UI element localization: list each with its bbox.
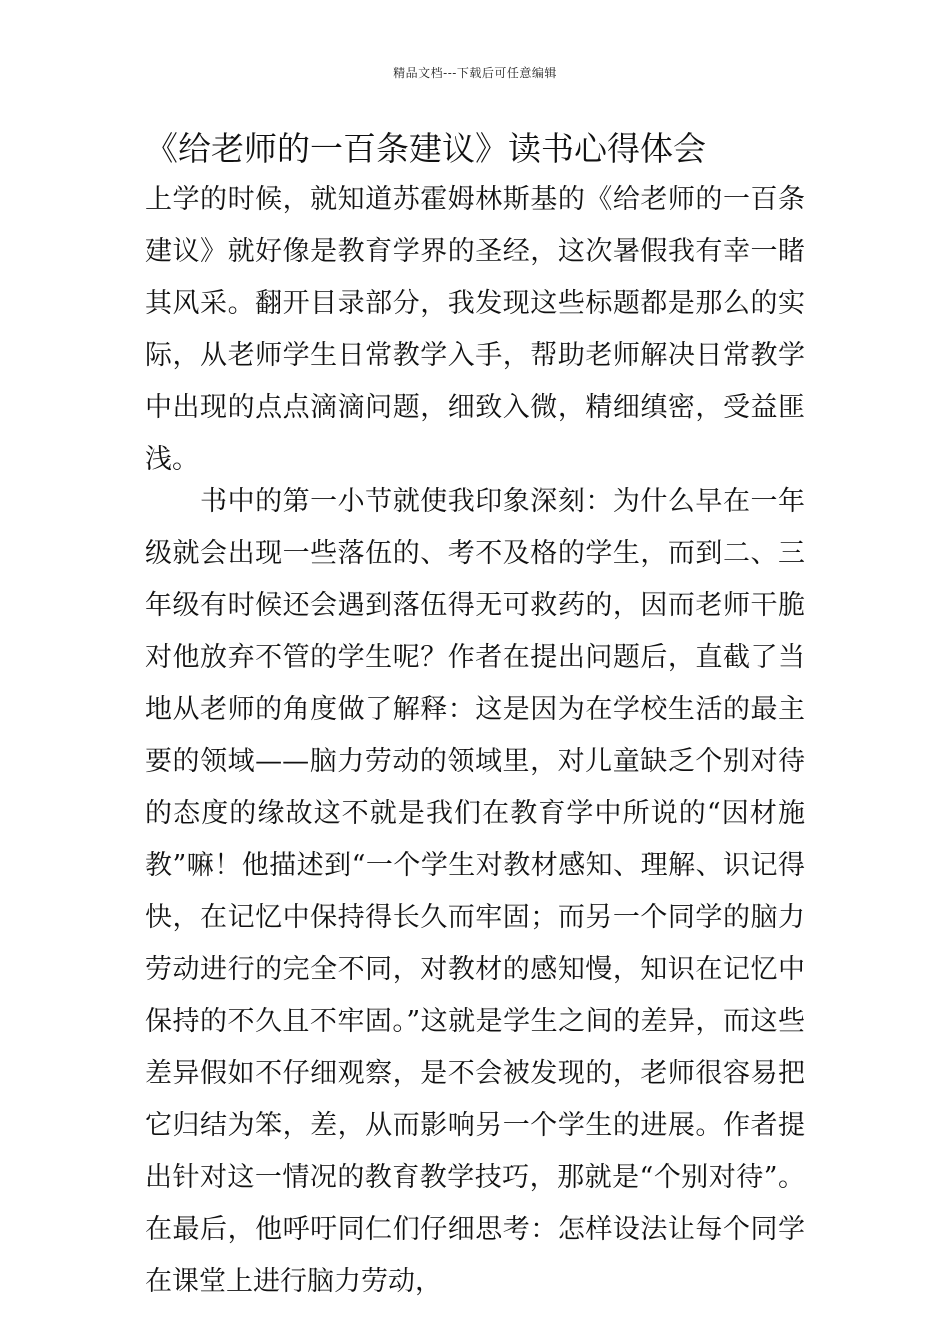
document-title: 《给老师的一百条建议》读书心得体会: [145, 129, 706, 168]
paragraph-intro: 上学的时候，就知道苏霍姆林斯基的《给老师的一百条建议》就好像是教育学界的圣经，这次暑假我有幸一睹其风采。翻开目录部分，我发现这些标题都是那么的实际，从老师学生日常教学入手，帮助老师解决日常教学中出现的点点滴滴问题，细致入微，精细缜密，受益匪浅。: [145, 184, 805, 475]
paragraph-body: 书中的第一小节就使我印象深刻：为什么早在一年级就会出现一些落伍的、考不及格的学生，而到二、三年级有时候还会遇到落伍得无可救药的，因而老师干脆对他放弃不管的学生呢？作者在提出问题后，直截了当地从老师的角度做了解释：这是因为在学校生活的最主要的领域——脑力劳动的领域里，对儿童缺乏个别对待的态度的缘故这不就是我们在教育学中所说的“因材施教”嘛！他描述到“一个学生对教材感知、理解、识记得快，在记忆中保持得长久而牢固；而另一个同学的脑力劳动进行的完全不同，对教材的感知慢，知识在记忆中保持的不久且不牢固。”这就是学生之间的差异，而这些差异假如不仔细观察，是不会被发现的，老师很容易把它归结为笨，差，从而影响另一个学生的进展。作者提出针对这一情况的教育教学技巧，那就是“个别对待”。在最后，他呼吁同仁们仔细思考：怎样设法让每个同学在课堂上进行脑力劳动，: [145, 486, 805, 1297]
header-note: 精品文档---下载后可任意编辑: [393, 66, 557, 80]
